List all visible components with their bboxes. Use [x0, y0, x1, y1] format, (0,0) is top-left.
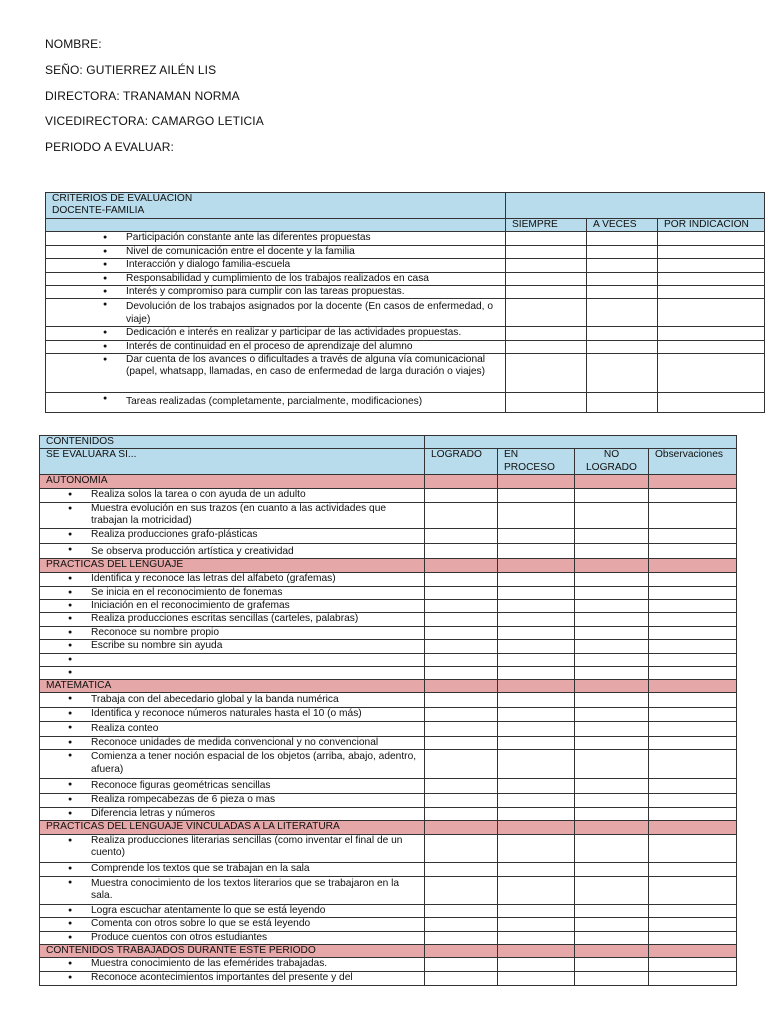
criteria-table	[45, 192, 765, 413]
content-item: ● Realiza producciones literarias sencillas (como inventar el final de un cuento)	[40, 834, 425, 862]
cell[interactable]	[575, 502, 649, 528]
cell[interactable]	[498, 722, 575, 737]
cell[interactable]	[587, 259, 658, 272]
cell[interactable]	[425, 862, 498, 876]
cell[interactable]	[587, 272, 658, 285]
cell[interactable]	[587, 393, 658, 413]
cell	[498, 679, 575, 692]
section-autonomia: AUTONOMÍA	[40, 475, 425, 488]
cell	[575, 679, 649, 692]
contents-subtitle: SE EVALUARA SI...	[40, 449, 425, 475]
cell[interactable]	[575, 779, 649, 794]
cell[interactable]	[575, 626, 649, 639]
cell[interactable]	[506, 272, 587, 285]
cell[interactable]	[575, 640, 649, 653]
cell[interactable]	[575, 572, 649, 586]
cell[interactable]	[425, 693, 498, 708]
cell[interactable]	[587, 340, 658, 353]
cell[interactable]	[575, 737, 649, 750]
cell[interactable]	[425, 876, 498, 904]
cell[interactable]	[575, 750, 649, 779]
contents-table	[39, 435, 737, 986]
section-matematica: MATEMATICA	[40, 679, 425, 692]
cell	[649, 944, 737, 957]
cell[interactable]	[498, 708, 575, 722]
cell[interactable]	[587, 286, 658, 299]
criteria-item: ● Participación constante ante las diferentes propuestas	[46, 232, 506, 245]
cell	[575, 559, 649, 572]
content-item: ● Muestra evolución en sus trazos (en cuanto a las actividades que trabajan la motricidad)	[40, 502, 425, 528]
cell[interactable]	[649, 931, 737, 944]
criteria-title-line2: DOCENTE-FAMILIA	[52, 205, 145, 217]
cell[interactable]	[649, 807, 737, 820]
cell[interactable]	[649, 572, 737, 586]
cell[interactable]	[649, 600, 737, 613]
cell[interactable]	[498, 862, 575, 876]
criteria-item: ● Dar cuenta de los avances o dificultades a través de alguna vía comunicacional (papel, whatsapp, llamadas, en caso de enfermedad de larga duración o viajes)	[46, 354, 506, 393]
cell[interactable]	[649, 502, 737, 528]
section-contenidos-periodo: CONTENIDOS TRABAJADOS DURANTE ESTE PERIODO	[40, 944, 425, 957]
cell[interactable]	[498, 834, 575, 862]
cell	[498, 821, 575, 834]
criteria-title	[46, 193, 506, 219]
cell[interactable]	[649, 528, 737, 543]
section-literatura: PRACTICAS DEL LENGUAJE VINCULADAS A LA LITERATURA	[40, 821, 425, 834]
col-por-indicacion: POR INDICACION	[658, 219, 765, 232]
cell[interactable]	[575, 543, 649, 558]
contents-title: CONTENIDOS	[40, 436, 425, 449]
criteria-subheader-blank	[46, 219, 506, 232]
cell	[425, 559, 498, 572]
cell[interactable]	[425, 488, 498, 502]
content-item: ● Identifica y reconoce números naturales hasta el 10 (o más)	[40, 708, 425, 722]
cell[interactable]	[498, 502, 575, 528]
content-item: ● Realiza conteo	[40, 722, 425, 737]
cell[interactable]	[425, 613, 498, 626]
cell	[425, 821, 498, 834]
cell[interactable]	[498, 613, 575, 626]
cell[interactable]	[425, 600, 498, 613]
criteria-title-line1: CRITERIOS DE EVALUACION	[52, 193, 193, 204]
cell[interactable]	[425, 750, 498, 779]
cell[interactable]	[649, 750, 737, 779]
cell[interactable]	[506, 299, 587, 327]
content-item: ● Se observa producción artística y creatividad	[40, 543, 425, 558]
criteria-title-blank	[506, 193, 765, 219]
cell[interactable]	[425, 502, 498, 528]
cell[interactable]	[425, 794, 498, 807]
cell[interactable]	[575, 972, 649, 986]
criteria-item: ● Dedicación e interés en realizar y participar de las actividades propuestas.	[46, 327, 506, 340]
cell[interactable]	[498, 904, 575, 917]
cell[interactable]	[658, 327, 765, 340]
cell[interactable]	[425, 708, 498, 722]
cell[interactable]	[425, 931, 498, 944]
cell[interactable]	[425, 640, 498, 653]
content-item-empty	[40, 666, 425, 679]
cell[interactable]	[575, 876, 649, 904]
cell[interactable]	[498, 972, 575, 986]
cell[interactable]	[425, 586, 498, 599]
cell	[425, 679, 498, 692]
cell[interactable]	[575, 862, 649, 876]
seno-label: SEÑO: GUTIERREZ AILÉN LIS	[45, 63, 217, 77]
content-item: ● Produce cuentos con otros estudiantes	[40, 931, 425, 944]
section-practicas-lenguaje: PRACTICAS DEL LENGUAJE	[40, 559, 425, 572]
cell	[498, 559, 575, 572]
cell[interactable]	[425, 834, 498, 862]
cell[interactable]	[498, 931, 575, 944]
cell[interactable]	[649, 737, 737, 750]
content-item: ● Se inicia en el reconocimiento de fonemas	[40, 586, 425, 599]
cell[interactable]	[658, 272, 765, 285]
criteria-item: ● Interés y compromiso para cumplir con las tareas propuestas.	[46, 286, 506, 299]
cell[interactable]	[649, 918, 737, 931]
content-item: ● Realiza rompecabezas de 6 pieza o mas	[40, 794, 425, 807]
cell[interactable]	[425, 779, 498, 794]
cell[interactable]	[425, 958, 498, 972]
content-item: ● Realiza solos la tarea o con ayuda de un adulto	[40, 488, 425, 502]
cell	[425, 944, 498, 957]
cell[interactable]	[658, 354, 765, 393]
content-item: ● Comienza a tener noción espacial de los objetos (arriba, abajo, adentro, afuera)	[40, 750, 425, 779]
cell[interactable]	[658, 232, 765, 245]
cell[interactable]	[575, 931, 649, 944]
criteria-item: ● Responsabilidad y cumplimiento de los trabajos realizados en casa	[46, 272, 506, 285]
cell[interactable]	[575, 528, 649, 543]
cell[interactable]	[575, 600, 649, 613]
cell[interactable]	[575, 807, 649, 820]
criteria-item: ● Tareas realizadas (completamente, parcialmente, modificaciones)	[46, 393, 506, 413]
cell[interactable]	[498, 586, 575, 599]
cell[interactable]	[649, 722, 737, 737]
criteria-item: ● Devolución de los trabajos asignados por la docente (En casos de enfermedad, o viaje)	[46, 299, 506, 327]
content-item: ● Trabaja con del abecedario global y la banda numérica	[40, 693, 425, 708]
criteria-item: ● Nivel de comunicación entre el docente y la familia	[46, 245, 506, 258]
cell[interactable]	[575, 904, 649, 917]
cell[interactable]	[649, 693, 737, 708]
cell	[498, 475, 575, 488]
cell[interactable]	[649, 958, 737, 972]
cell[interactable]	[425, 904, 498, 917]
cell[interactable]	[506, 340, 587, 353]
col-siempre: SIEMPRE	[506, 219, 587, 232]
cell[interactable]	[587, 232, 658, 245]
nombre-label: NOMBRE:	[45, 37, 102, 51]
col-en-proceso: EN PROCESO	[498, 449, 575, 475]
cell[interactable]	[506, 245, 587, 258]
cell	[575, 821, 649, 834]
content-item: ● Reconoce acontecimientos importantes del presente y del	[40, 972, 425, 986]
content-item: ● Logra escuchar atentamente lo que se está leyendo	[40, 904, 425, 917]
content-item: ● Realiza producciones grafo-plásticas	[40, 528, 425, 543]
cell[interactable]	[587, 299, 658, 327]
cell[interactable]	[587, 354, 658, 393]
cell[interactable]	[425, 722, 498, 737]
cell[interactable]	[425, 918, 498, 931]
cell[interactable]	[498, 626, 575, 639]
cell[interactable]	[498, 488, 575, 502]
cell[interactable]	[575, 708, 649, 722]
content-item: ● Diferencia letras y números	[40, 807, 425, 820]
cell[interactable]	[425, 653, 498, 666]
cell[interactable]	[649, 904, 737, 917]
cell[interactable]	[498, 737, 575, 750]
cell[interactable]	[498, 750, 575, 779]
cell	[649, 679, 737, 692]
cell[interactable]	[575, 693, 649, 708]
cell[interactable]	[498, 572, 575, 586]
col-logrado: LOGRADO	[425, 449, 498, 475]
cell	[649, 821, 737, 834]
cell[interactable]	[575, 613, 649, 626]
cell[interactable]	[506, 232, 587, 245]
cell[interactable]	[498, 876, 575, 904]
cell[interactable]	[575, 586, 649, 599]
cell[interactable]	[575, 834, 649, 862]
content-item: ● Comprende los textos que se trabajan en la sala	[40, 862, 425, 876]
content-item-empty	[40, 653, 425, 666]
content-item: ● Identifica y reconoce las letras del alfabeto (grafemas)	[40, 572, 425, 586]
cell[interactable]	[587, 327, 658, 340]
content-item: ● Reconoce su nombre propio	[40, 626, 425, 639]
cell[interactable]	[498, 600, 575, 613]
cell	[649, 559, 737, 572]
cell[interactable]	[425, 528, 498, 543]
cell	[498, 944, 575, 957]
content-item: ● Reconoce figuras geométricas sencillas	[40, 779, 425, 794]
cell[interactable]	[498, 543, 575, 558]
criteria-item: ● Interacción y dialogo familia-escuela	[46, 259, 506, 272]
vicedirectora-label: VICEDIRECTORA: CAMARGO LETICIA	[45, 114, 264, 128]
cell[interactable]	[506, 259, 587, 272]
cell[interactable]	[506, 286, 587, 299]
col-observaciones: Observaciones	[649, 449, 737, 475]
cell[interactable]	[649, 586, 737, 599]
cell[interactable]	[649, 488, 737, 502]
cell	[575, 475, 649, 488]
cell[interactable]	[575, 488, 649, 502]
cell[interactable]	[649, 653, 737, 666]
content-item: ● Reconoce unidades de medida convencional y no convencional	[40, 737, 425, 750]
cell[interactable]	[425, 807, 498, 820]
directora-label: DIRECTORA: TRANAMAN NORMA	[45, 89, 240, 103]
cell[interactable]	[658, 393, 765, 413]
cell[interactable]	[649, 708, 737, 722]
cell[interactable]	[649, 613, 737, 626]
cell[interactable]	[506, 354, 587, 393]
cell[interactable]	[649, 543, 737, 558]
cell	[575, 944, 649, 957]
cell[interactable]	[658, 245, 765, 258]
cell[interactable]	[498, 640, 575, 653]
cell[interactable]	[575, 958, 649, 972]
cell[interactable]	[498, 779, 575, 794]
content-item: ● Iniciación en el reconocimiento de grafemas	[40, 600, 425, 613]
cell[interactable]	[575, 722, 649, 737]
cell[interactable]	[498, 693, 575, 708]
content-item: ● Muestra conocimiento de los textos literarios que se trabajaron en la sala.	[40, 876, 425, 904]
cell	[425, 475, 498, 488]
cell[interactable]	[498, 528, 575, 543]
col-no-logrado: NO LOGRADO	[575, 449, 649, 475]
content-item: ● Comenta con otros sobre lo que se está leyendo	[40, 918, 425, 931]
cell[interactable]	[425, 972, 498, 986]
cell[interactable]	[425, 626, 498, 639]
cell[interactable]	[425, 666, 498, 679]
cell[interactable]	[649, 876, 737, 904]
cell[interactable]	[425, 737, 498, 750]
cell[interactable]	[498, 794, 575, 807]
col-a-veces: A VECES	[587, 219, 658, 232]
cell	[649, 475, 737, 488]
content-item: ● Muestra conocimiento de las efemérides trabajadas.	[40, 958, 425, 972]
cell[interactable]	[658, 259, 765, 272]
cell[interactable]	[498, 653, 575, 666]
cell[interactable]	[506, 393, 587, 413]
cell[interactable]	[658, 299, 765, 327]
cell[interactable]	[649, 834, 737, 862]
cell[interactable]	[575, 653, 649, 666]
cell[interactable]	[498, 807, 575, 820]
cell[interactable]	[649, 972, 737, 986]
cell[interactable]	[498, 958, 575, 972]
periodo-label: PERIODO A EVALUAR:	[45, 140, 174, 154]
cell[interactable]	[498, 918, 575, 931]
cell[interactable]	[575, 666, 649, 679]
cell[interactable]	[575, 918, 649, 931]
cell[interactable]	[649, 779, 737, 794]
content-item: ● Realiza producciones escritas sencillas (carteles, palabras)	[40, 613, 425, 626]
criteria-item: ● Interés de continuidad en el proceso de aprendizaje del alumno	[46, 340, 506, 353]
cell[interactable]	[649, 640, 737, 653]
cell[interactable]	[498, 666, 575, 679]
cell[interactable]	[506, 327, 587, 340]
cell[interactable]	[587, 245, 658, 258]
cell[interactable]	[658, 340, 765, 353]
cell[interactable]	[658, 286, 765, 299]
cell[interactable]	[649, 862, 737, 876]
cell[interactable]	[649, 626, 737, 639]
cell[interactable]	[425, 543, 498, 558]
cell[interactable]	[425, 572, 498, 586]
cell[interactable]	[649, 666, 737, 679]
cell[interactable]	[649, 794, 737, 807]
cell[interactable]	[575, 794, 649, 807]
contents-title-blank	[425, 436, 737, 449]
content-item: ● Escribe su nombre sin ayuda	[40, 640, 425, 653]
